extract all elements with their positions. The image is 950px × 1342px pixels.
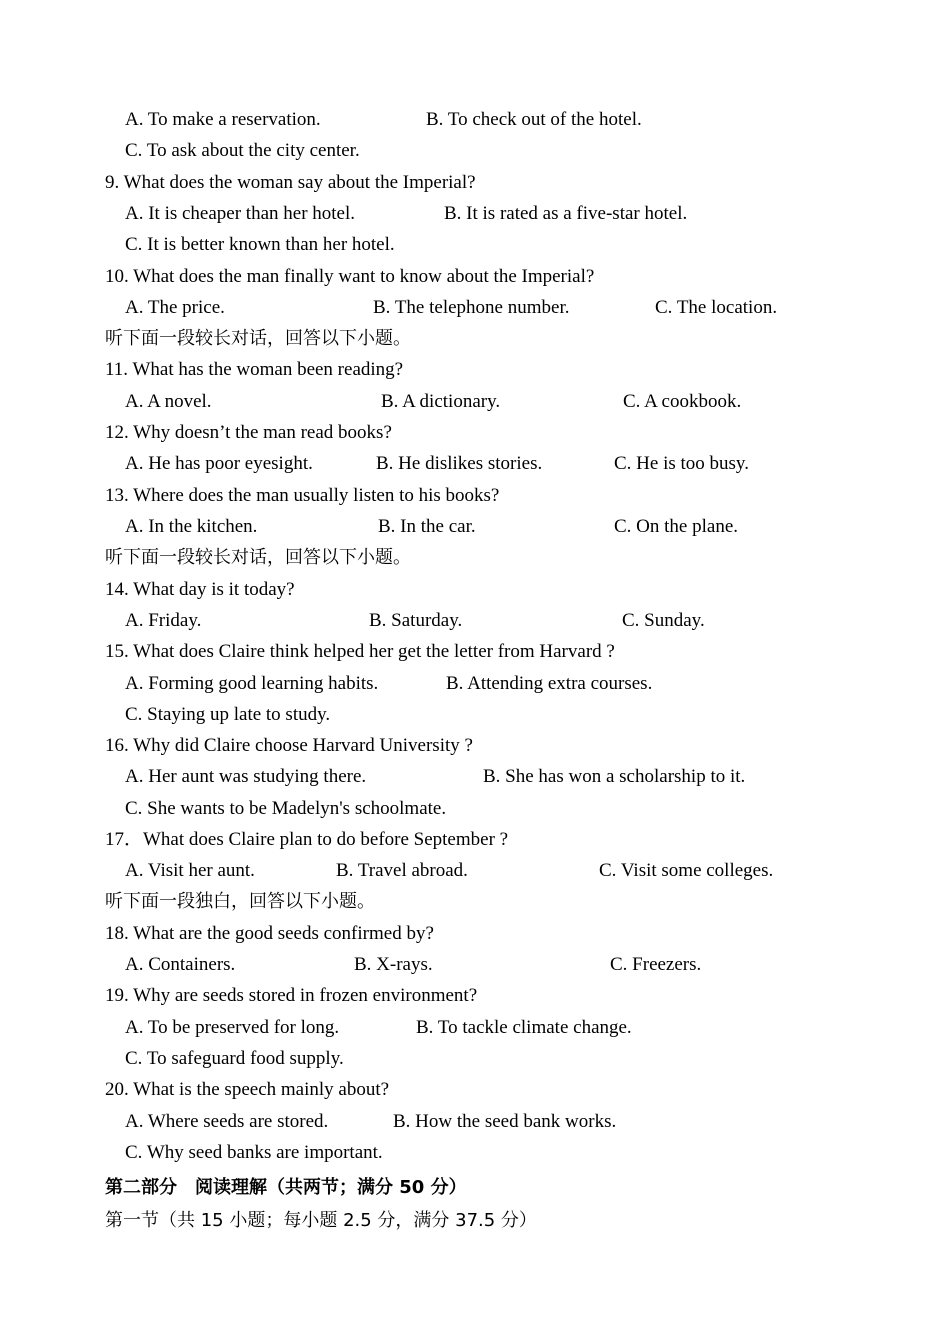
answer-option: C. He is too busy.	[614, 453, 749, 474]
answer-option: B. The telephone number.	[373, 297, 570, 318]
answer-option: C. On the plane.	[614, 516, 739, 537]
answer-option: B. X-rays.	[354, 954, 433, 975]
option-row	[0, 201, 950, 227]
option-row	[0, 389, 950, 415]
question-text: 15. What does Claire think helped her get the letter from Harvard ?	[105, 641, 615, 662]
answer-option: B. She has won a scholarship to it.	[483, 766, 746, 787]
option-row	[0, 295, 950, 321]
instruction-text: 听下面一段独白，回答以下小题。	[105, 891, 375, 912]
instruction-text: 第一节（共 15 小题；每小题 2.5 分，满分 37.5 分）	[105, 1210, 537, 1231]
answer-option: C. Why seed banks are important.	[125, 1142, 383, 1163]
answer-option: C. Sunday.	[622, 610, 705, 631]
question-text: 10. What does the man finally want to know about the Imperial?	[105, 266, 595, 287]
instruction-text: 听下面一段较长对话，回答以下小题。	[105, 328, 411, 349]
answer-option: B. To tackle climate change.	[416, 1017, 632, 1038]
section-heading-text: 第二部分 阅读理解（共两节；满分 50 分）	[105, 1177, 467, 1198]
instruction-text: 听下面一段较长对话，回答以下小题。	[105, 547, 411, 568]
option-row	[0, 138, 950, 164]
answer-option: C. A cookbook.	[623, 391, 742, 412]
option-row	[0, 608, 950, 634]
question-text: 16. Why did Claire choose Harvard University ?	[105, 735, 473, 756]
answer-option: A. A novel.	[125, 391, 212, 412]
answer-option: A. Friday.	[125, 610, 202, 631]
option-row	[0, 952, 950, 978]
question-text: 19. Why are seeds stored in frozen environment?	[105, 985, 478, 1006]
question-text: 14. What day is it today?	[105, 579, 295, 600]
answer-option: C. Freezers.	[610, 954, 702, 975]
answer-option: A. Containers.	[125, 954, 236, 975]
answer-option: C. Visit some colleges.	[599, 860, 774, 881]
option-row	[0, 858, 950, 884]
answer-option: B. To check out of the hotel.	[426, 109, 642, 130]
answer-option: A. In the kitchen.	[125, 516, 258, 537]
option-row	[0, 451, 950, 477]
option-row	[0, 1140, 950, 1166]
question-text: 18. What are the good seeds confirmed by?	[105, 923, 434, 944]
answer-option: A. He has poor eyesight.	[125, 453, 313, 474]
question-text: 9. What does the woman say about the Imperial?	[105, 172, 476, 193]
answer-option: A. It is cheaper than her hotel.	[125, 203, 356, 224]
option-row	[0, 764, 950, 790]
answer-option: A. The price.	[125, 297, 225, 318]
answer-option: B. Attending extra courses.	[446, 673, 653, 694]
answer-option: A. Visit her aunt.	[125, 860, 255, 881]
answer-option: A. To be preserved for long.	[125, 1017, 340, 1038]
option-row	[0, 107, 950, 133]
answer-option: B. In the car.	[378, 516, 476, 537]
answer-option: B. Travel abroad.	[336, 860, 468, 881]
question-text: 17．What does Claire plan to do before September ?	[105, 829, 509, 850]
answer-option: B. A dictionary.	[381, 391, 501, 412]
answer-option: C. It is better known than her hotel.	[125, 234, 395, 255]
option-row	[0, 1046, 950, 1072]
answer-option: C. Staying up late to study.	[125, 704, 331, 725]
option-row	[0, 1109, 950, 1135]
answer-option: B. How the seed bank works.	[393, 1111, 617, 1132]
answer-option: C. She wants to be Madelyn's schoolmate.	[125, 798, 447, 819]
option-row	[0, 232, 950, 258]
answer-option: A. Her aunt was studying there.	[125, 766, 367, 787]
option-row	[0, 702, 950, 728]
option-row	[0, 514, 950, 540]
option-row	[0, 1015, 950, 1041]
question-text: 11. What has the woman been reading?	[105, 359, 404, 380]
answer-option: C. To safeguard food supply.	[125, 1048, 344, 1069]
answer-option: C. To ask about the city center.	[125, 140, 360, 161]
option-row	[0, 671, 950, 697]
question-text: 12. Why doesn’t the man read books?	[105, 422, 392, 443]
option-row	[0, 796, 950, 822]
answer-option: A. Forming good learning habits.	[125, 673, 379, 694]
question-text: 20. What is the speech mainly about?	[105, 1079, 390, 1100]
question-text: 13. Where does the man usually listen to his books?	[105, 485, 500, 506]
answer-option: B. Saturday.	[369, 610, 463, 631]
answer-option: A. Where seeds are stored.	[125, 1111, 329, 1132]
answer-option: B. It is rated as a five-star hotel.	[444, 203, 688, 224]
answer-option: C. The location.	[655, 297, 778, 318]
answer-option: A. To make a reservation.	[125, 109, 321, 130]
answer-option: B. He dislikes stories.	[376, 453, 543, 474]
